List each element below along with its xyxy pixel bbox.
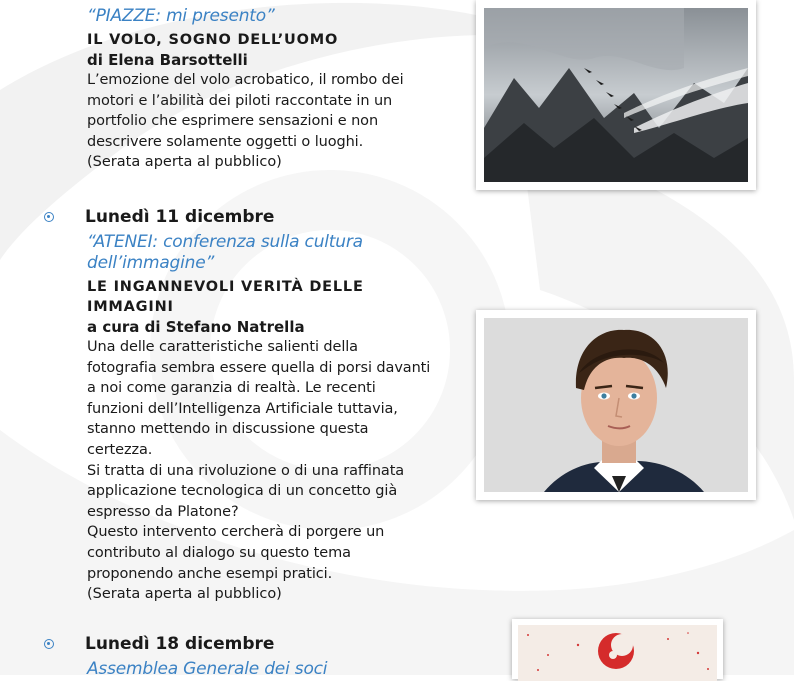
event-series-line: dell’immagine” [87, 253, 215, 273]
event-series-line: “ATENEI: conferenza sulla cultura [87, 232, 363, 252]
photo-portrait-speaker [476, 310, 756, 500]
event-3 [87, 659, 457, 680]
bullet-icon [44, 212, 54, 222]
event-description: L’emozione del volo acrobatico, il rombo dei motori e l’abilità dei piloti raccontate in un portfolio che esprimere sensazioni e non descrivere solamente oggetti o luoghi. [87, 72, 404, 150]
event-1 [87, 6, 457, 173]
event-title-line: IMMAGINI [87, 299, 174, 315]
event-date: Lunedì 18 dicembre [85, 634, 275, 654]
event-title: IL VOLO, SOGNO DELL’UOMO [87, 32, 339, 48]
event-series: Assemblea Generale dei soci [87, 659, 328, 679]
event-note: (Serata aperta al pubblico) [87, 154, 282, 171]
event-3-date-row [44, 634, 274, 654]
event-author: di Elena Barsottelli [87, 51, 248, 69]
photo-holiday-card [512, 619, 723, 679]
event-2-date-row [44, 207, 274, 227]
photo-aerobatic-planes [476, 0, 756, 190]
bullet-icon [44, 639, 54, 649]
event-series: “PIAZZE: mi presento” [87, 6, 275, 26]
event-note: (Serata aperta al pubblico) [87, 586, 282, 603]
event-date: Lunedì 11 dicembre [85, 207, 275, 227]
event-description: Una delle caratteristiche salienti della fotografia sembra essere quella di porsi davanti a noi come garanzia di realtà. Le recenti funzioni dell’Intelligenza Artificiale tuttavia, stanno mettendo in discussione questa certezza. Si tratta di una rivoluzione o di una raffinata applicazione tecnologica di un concetto già espresso da Platone? Questo intervento cercherà di porgere un contributo al dialogo su questo tema proponendo anche esempi pratici. [87, 339, 431, 582]
event-title-line: LE INGANNEVOLI VERITÀ DELLE [87, 279, 364, 295]
event-2 [87, 232, 457, 605]
event-author: a cura di Stefano Natrella [87, 318, 305, 336]
